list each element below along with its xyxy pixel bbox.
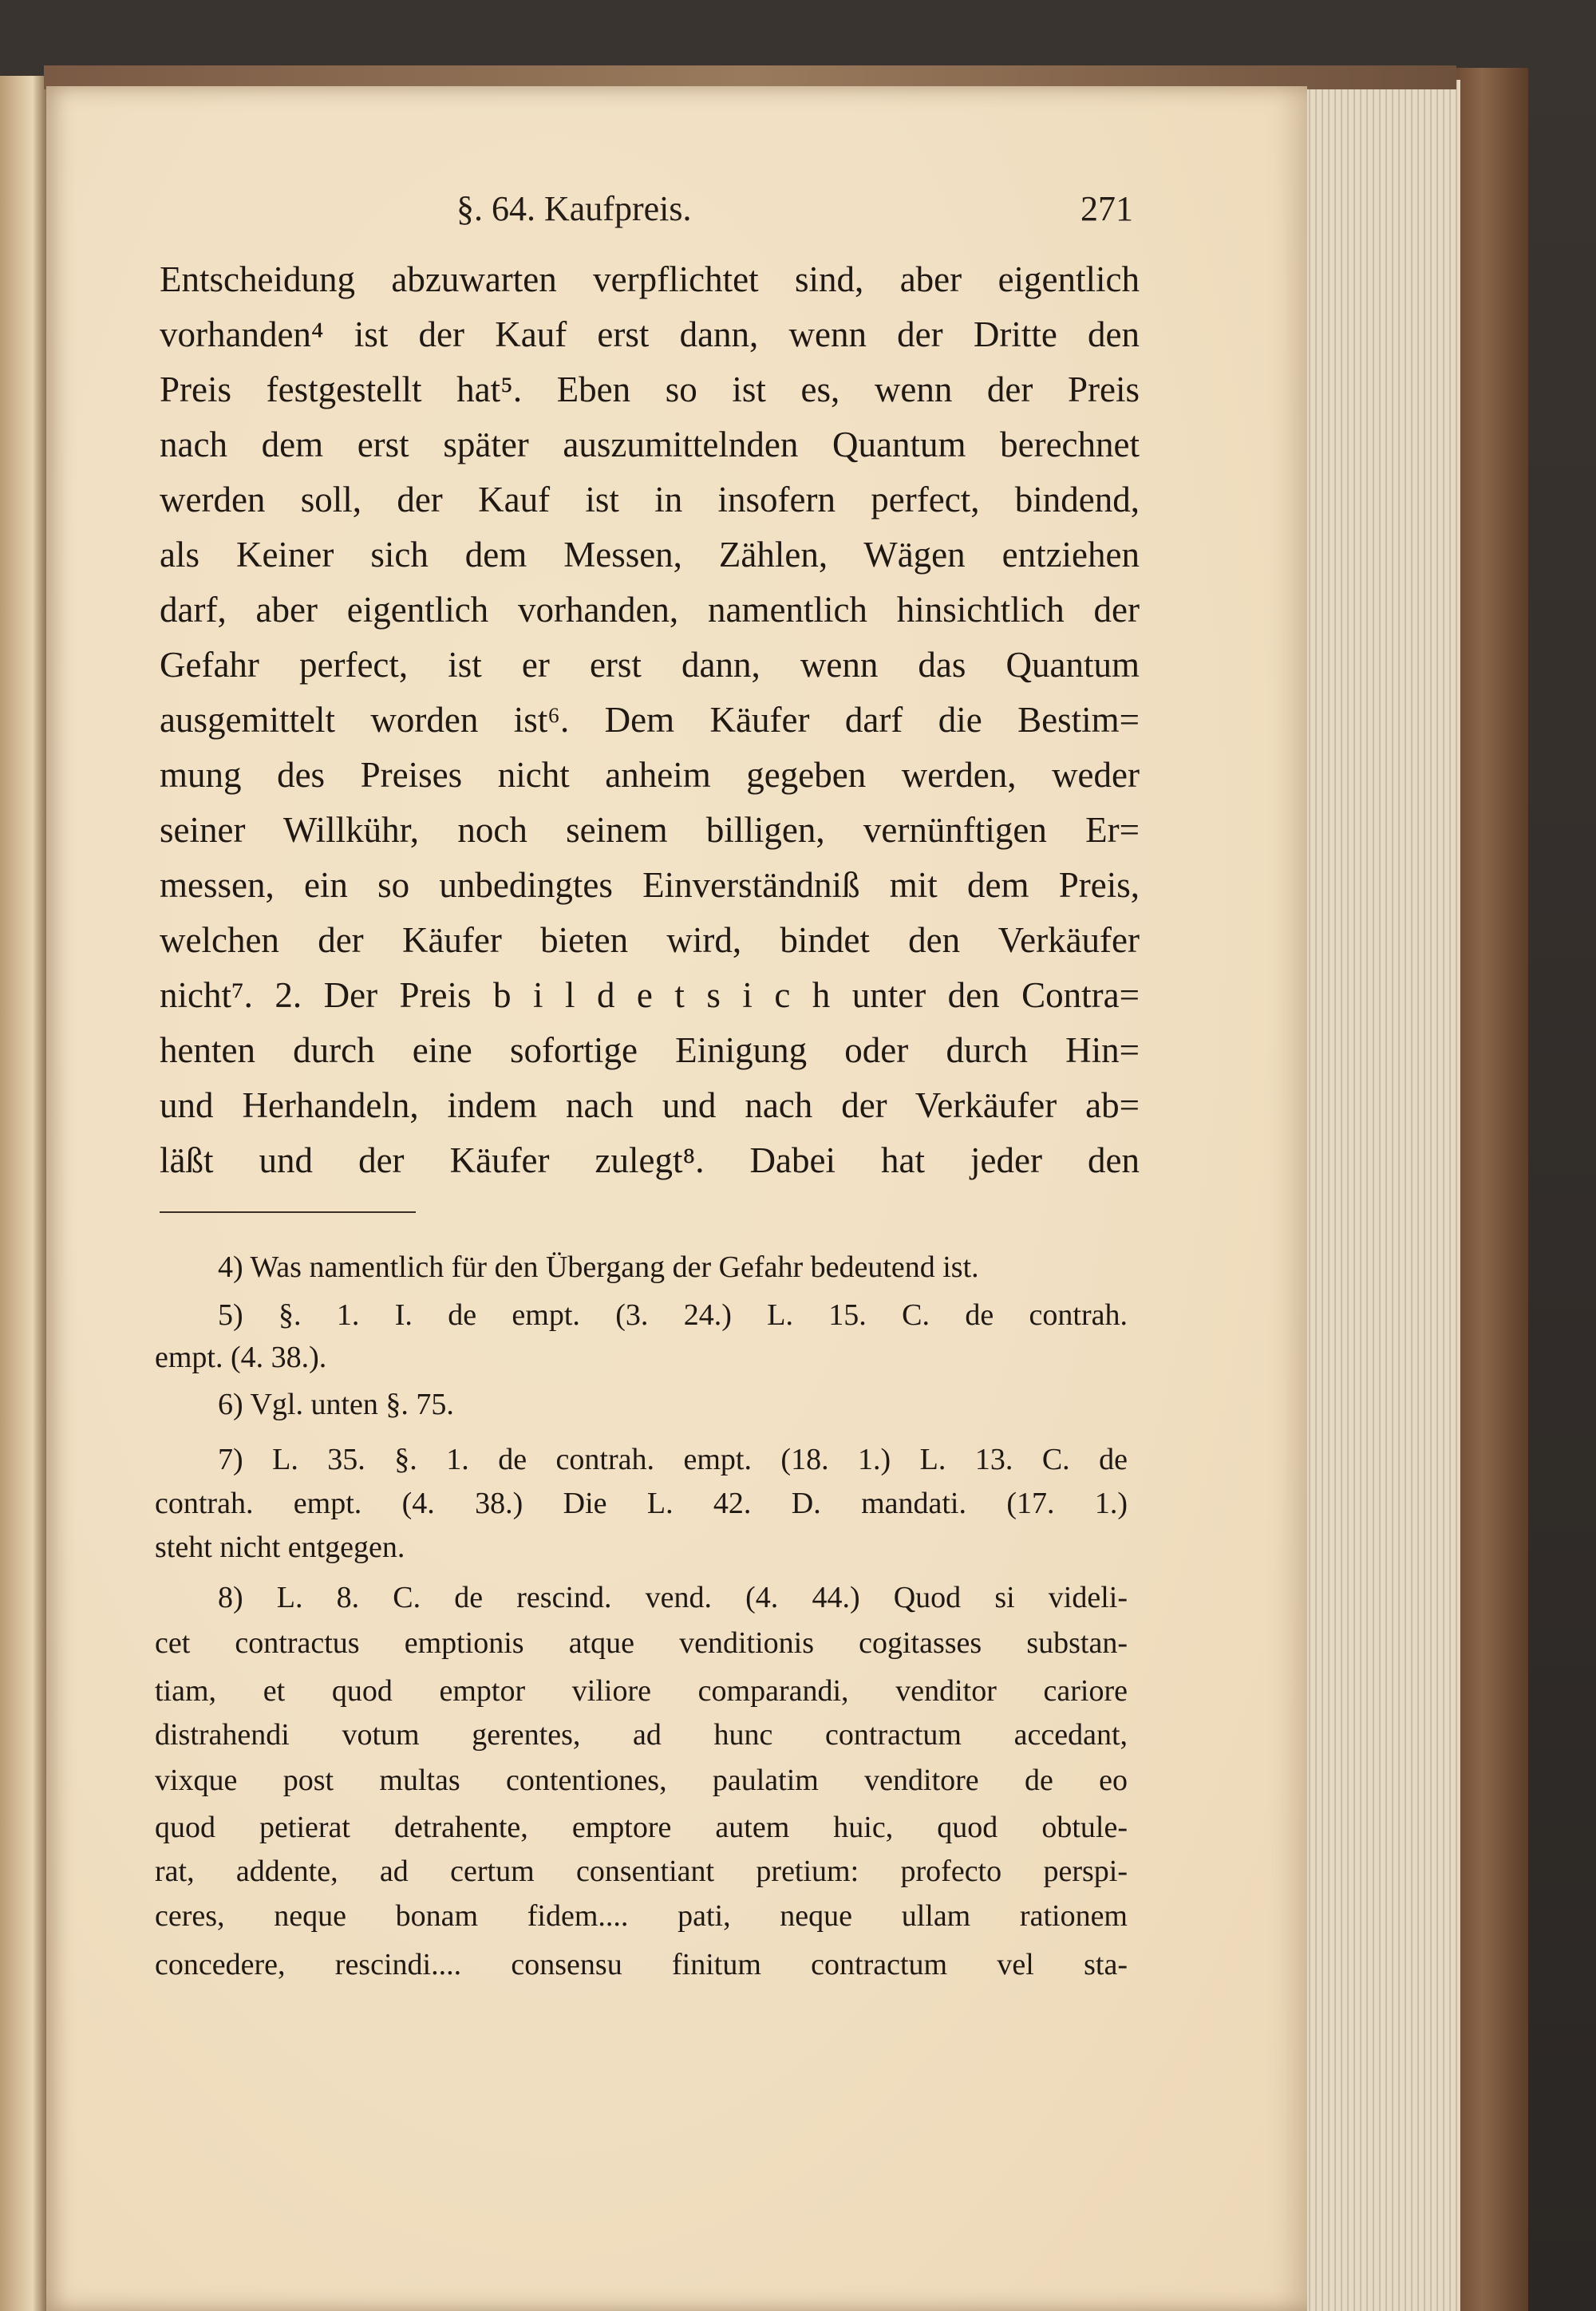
footnote-line: rat, addente, ad certum consentiant pretium: profecto perspi-: [155, 1855, 1128, 1888]
body-line: welchen der Käufer bieten wird, bindet den Verkäufer: [160, 920, 1140, 960]
body-line: nicht⁷. 2. Der Preis b i l d e t s i c h unter den Contra=: [160, 975, 1140, 1015]
body-line: ausgemittelt worden ist⁶. Dem Käufer darf die Bestim=: [160, 700, 1140, 740]
footnote-line: 6) Vgl. unten §. 75.: [218, 1388, 454, 1421]
footnote-line: steht nicht entgegen.: [155, 1531, 405, 1564]
book-cover-edge: [1452, 68, 1528, 2311]
footnote-line: empt. (4. 38.).: [155, 1341, 327, 1374]
footnote-line: concedere, rescindi.... consensu finitum contractum vel sta-: [155, 1948, 1128, 1981]
body-line: als Keiner sich dem Messen, Zählen, Wägen entziehen: [160, 535, 1140, 575]
footnote-line: 8) L. 8. C. de rescind. vend. (4. 44.) Quod si videli-: [218, 1581, 1128, 1614]
footnote-line: quod petierat detrahente, emptore autem huic, quod obtule-: [155, 1811, 1128, 1844]
footnote-line: 4) Was namentlich für den Übergang der Gefahr bedeutend ist.: [218, 1250, 979, 1284]
page-stack-edges: [1305, 80, 1460, 2311]
body-line: Entscheidung abzuwarten verpflichtet sind, aber eigentlich: [160, 259, 1140, 299]
body-line: läßt und der Käufer zulegt⁸. Dabei hat jeder den: [160, 1140, 1140, 1180]
footnote-line: vixque post multas contentiones, paulatim venditore de eo: [155, 1764, 1128, 1797]
body-line: vorhanden⁴ ist der Kauf erst dann, wenn der Dritte den: [160, 314, 1140, 354]
body-line: henten durch eine sofortige Einigung oder durch Hin=: [160, 1030, 1140, 1070]
body-line: nach dem erst später auszumittelnden Quantum berechnet: [160, 425, 1140, 464]
footnote-rule: [160, 1211, 416, 1213]
footnote-line: 5) §. 1. I. de empt. (3. 24.) L. 15. C. de contrah.: [218, 1298, 1128, 1332]
facing-page-edge: [0, 76, 46, 2311]
page-number: 271: [1080, 189, 1133, 228]
footnote-line: distrahendi votum gerentes, ad hunc contractum accedant,: [155, 1718, 1128, 1752]
body-line: Gefahr perfect, ist er erst dann, wenn das Quantum: [160, 645, 1140, 685]
footnote-line: contrah. empt. (4. 38.) Die L. 42. D. mandati. (17. 1.): [155, 1487, 1128, 1520]
footnote-line: ceres, neque bonam fidem.... pati, neque ullam rationem: [155, 1899, 1128, 1933]
body-line: werden soll, der Kauf ist in insofern perfect, bindend,: [160, 480, 1140, 519]
footnote-line: 7) L. 35. §. 1. de contrah. empt. (18. 1.) L. 13. C. de: [218, 1443, 1128, 1476]
body-line: Preis festgestellt hat⁵. Eben so ist es, wenn der Preis: [160, 369, 1140, 409]
body-line: messen, ein so unbedingtes Einverständniß mit dem Preis,: [160, 865, 1140, 905]
footnote-line: cet contractus emptionis atque venditionis cogitasses substan-: [155, 1626, 1128, 1660]
running-header: §. 64. Kaufpreis.: [456, 189, 692, 228]
book-page: [46, 86, 1307, 2311]
footnote-line: tiam, et quod emptor viliore comparandi, venditor cariore: [155, 1674, 1128, 1708]
body-line: darf, aber eigentlich vorhanden, namentlich hinsichtlich der: [160, 590, 1140, 630]
body-line: und Herhandeln, indem nach und nach der Verkäufer ab=: [160, 1085, 1140, 1125]
body-line: seiner Willkühr, noch seinem billigen, vernünftigen Er=: [160, 810, 1140, 850]
body-line: mung des Preises nicht anheim gegeben werden, weder: [160, 755, 1140, 795]
